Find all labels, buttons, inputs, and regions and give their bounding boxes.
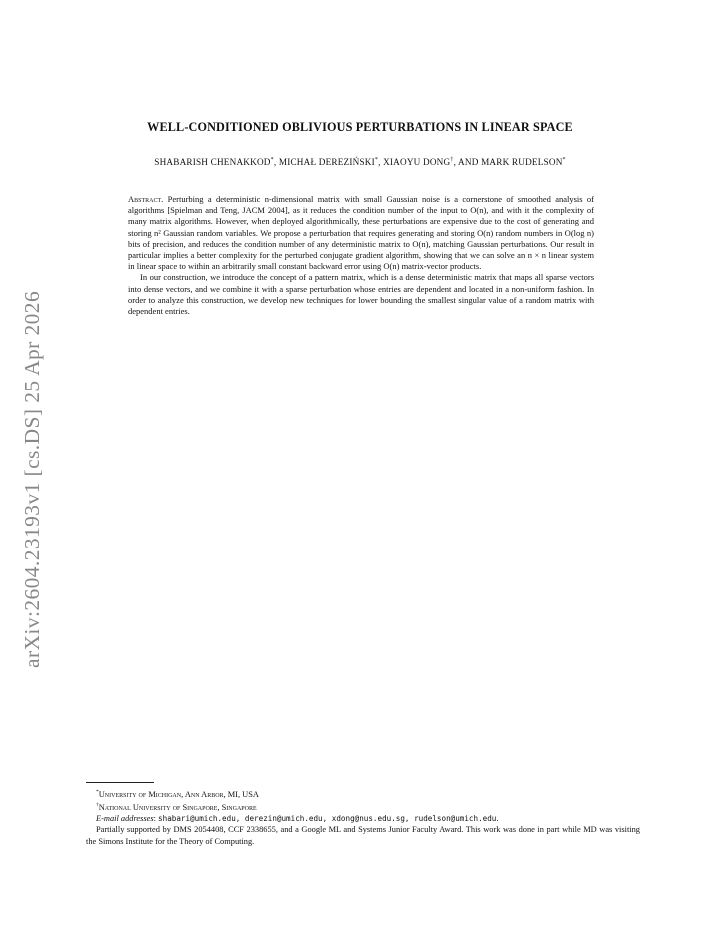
author-separator: ,: [378, 157, 384, 168]
email-colon: :: [153, 814, 159, 824]
affiliation-mark: *: [374, 157, 379, 163]
affiliation-mark: †: [450, 157, 454, 163]
funding-note: Partially supported by DMS 2054408, CCF 2338655, and a Google ML and Systems Junior Faculty Award. This work was done in part while MD was visiting the Simons Institute for the Theory of Computing.: [86, 825, 640, 846]
footnote-affiliation: [86, 800, 640, 813]
affiliation-text: National University of Singapore, Singapore: [98, 802, 257, 812]
email-end: .: [496, 814, 499, 824]
abstract-heading: Abstract.: [128, 194, 164, 204]
arxiv-identifier-stamp: arXiv:2604.23193v1 [cs.DS] 25 Apr 2026: [20, 290, 44, 668]
author-name: XIAOYU DONG: [383, 157, 451, 168]
footnotes: [86, 787, 640, 847]
affiliation-mark: *: [270, 157, 274, 163]
affiliation-text: University of Michigan, Ann Arbor, MI, USA: [98, 789, 259, 799]
author-name: SHABARISH CHENAKKOD: [154, 157, 271, 168]
author-name: MARK RUDELSON: [481, 157, 563, 168]
footnote-mark: *: [96, 789, 99, 795]
author-separator: , AND: [453, 157, 482, 168]
author-list: [0, 157, 720, 167]
footnote-emails: [86, 813, 640, 824]
email-label: E-mail addresses: [96, 814, 154, 824]
footnote-affiliation: [86, 787, 640, 800]
footnote-rule: [86, 782, 154, 783]
footnote-mark: †: [96, 802, 99, 809]
abstract-text: Perturbing a deterministic n-dimensional matrix with small Gaussian noise is a cornerstone of smoothed analysis of algorithms [Spielman and Teng, JACM 2004], as it reduces the condition number of the input to O(n), and with it the complexity of many matrix algorithms. However, when deployed algorithmically, these perturbations are expensive due to the cost of generating and storing n² Gaussian random variables. We propose a perturbation that requires generating and storing O(n) random numbers in O(log n) bits of precision, and reduces the condition number of any deterministic matrix to O(n), matching Gaussian perturbations. Our result in particular implies a better complexity for the perturbed conjugate gradient algorithm, showing that we can solve an n × n linear system in linear space to within an arbitrarily small constant backward error using O(n) matrix-vector products.: [128, 194, 595, 272]
author-name: MICHAŁ DEREZIŃSKI: [278, 157, 375, 168]
paper-title: WELL-CONDITIONED OBLIVIOUS PERTURBATIONS IN LINEAR SPACE: [147, 120, 573, 134]
abstract-paragraph: [128, 272, 594, 317]
abstract: [128, 194, 594, 317]
abstract-text: In our construction, we introduce the concept of a pattern matrix, which is a dense deterministic matrix that maps all sparse vectors into dense vectors, and we combine it with a sparse perturbation whose entries are dependent and located in a non-uniform fashion. In order to analyze this construction, we develop new techniques for lower bounding the smallest singular value of a random matrix with dependent entries.: [128, 272, 594, 317]
author-separator: ,: [273, 157, 279, 168]
affiliation-mark: *: [562, 157, 566, 163]
abstract-paragraph: [128, 194, 594, 272]
email-addresses: shabari@umich.edu, derezin@umich.edu, xdong@nus.edu.sg, rudelson@umich.edu: [158, 814, 497, 824]
